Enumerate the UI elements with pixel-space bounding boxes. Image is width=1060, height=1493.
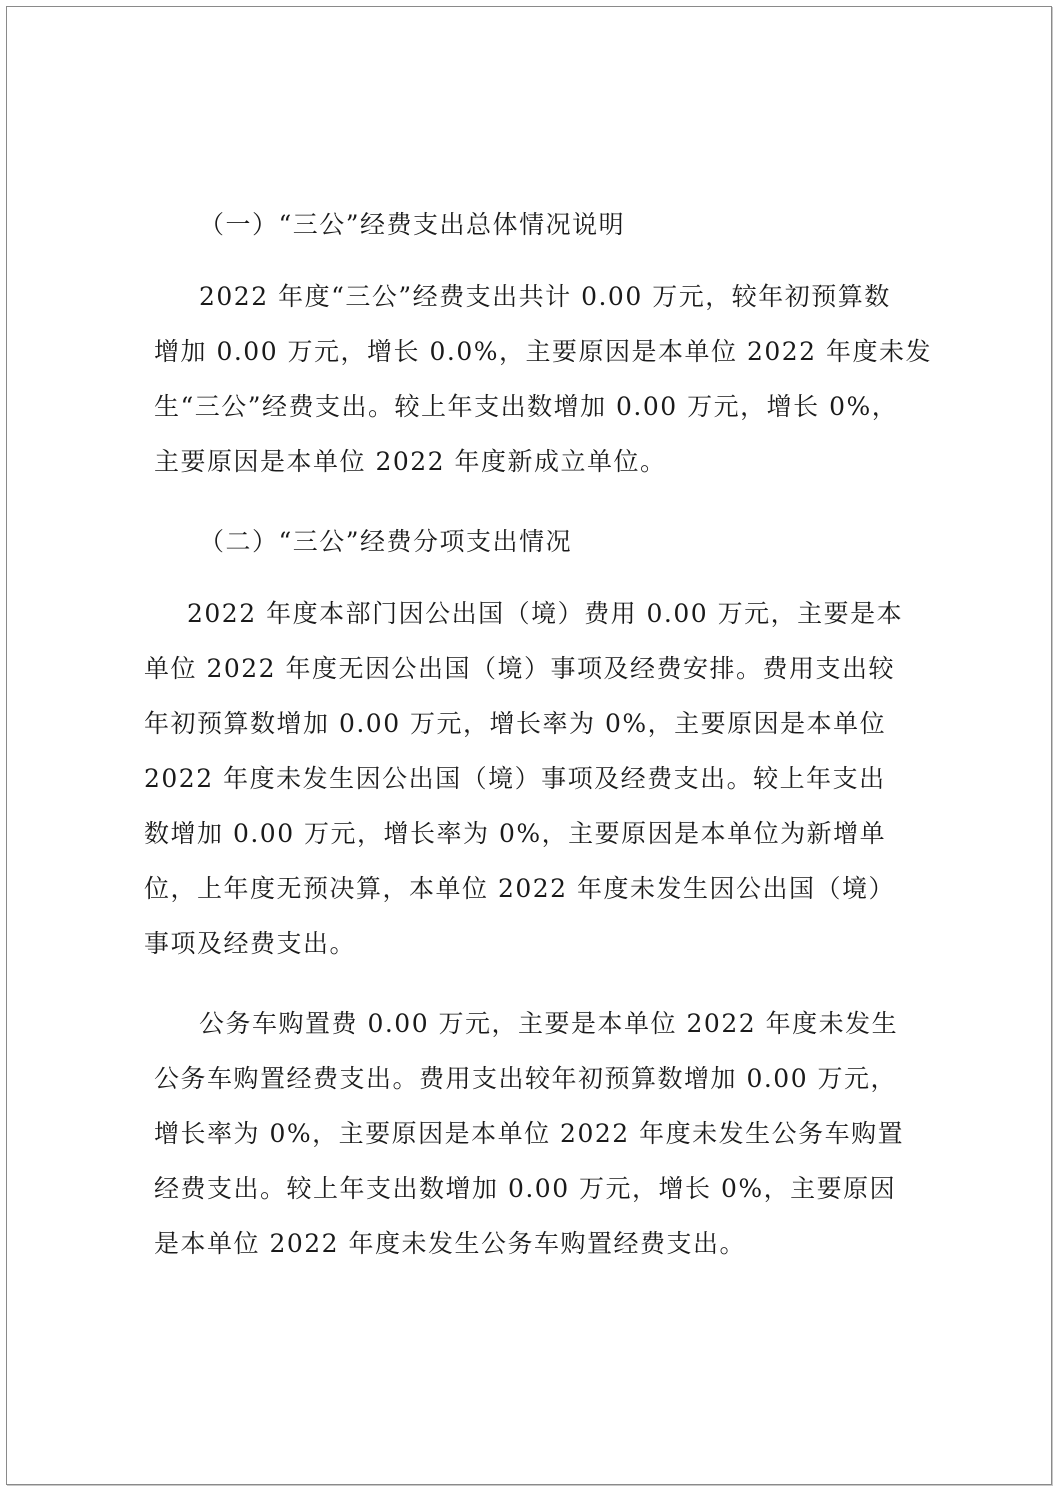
section2-p1-line-3: 年初预算数增加 0.00 万元，增长率为 0%，主要原因是本单位 bbox=[144, 709, 887, 738]
section2-p1-line-2: 单位 2022 年度无因公出国（境）事项及经费安排。费用支出较 bbox=[144, 654, 896, 683]
section2-p1-line-6: 位，上年度无预决算，本单位 2022 年度未发生因公出国（境） bbox=[144, 874, 896, 903]
section2-p2-line-1: 公务车购置费 0.00 万元，主要是本单位 2022 年度未发生 bbox=[199, 1009, 899, 1038]
section1-line-3: 生“三公”经费支出。较上年支出数增加 0.00 万元，增长 0%， bbox=[154, 392, 899, 421]
section2-heading: （二）“三公”经费分项支出情况 bbox=[199, 527, 573, 556]
section1-line-1: 2022 年度“三公”经费支出共计 0.00 万元，较年初预算数 bbox=[199, 282, 891, 311]
section1-heading: （一）“三公”经费支出总体情况说明 bbox=[199, 210, 626, 239]
section1-line-2: 增加 0.00 万元，增长 0.0%，主要原因是本单位 2022 年度未发 bbox=[154, 337, 933, 366]
document-page bbox=[6, 6, 1052, 1485]
section2-p1-line-1: 2022 年度本部门因公出国（境）费用 0.00 万元，主要是本 bbox=[187, 599, 904, 628]
section2-p1-line-5: 数增加 0.00 万元，增长率为 0%，主要原因是本单位为新增单 bbox=[144, 819, 887, 848]
section2-p1-line-7: 事项及经费支出。 bbox=[144, 929, 357, 958]
section1-line-4: 主要原因是本单位 2022 年度新成立单位。 bbox=[154, 447, 667, 476]
section2-p1-line-4: 2022 年度未发生因公出国（境）事项及经费支出。较上年支出 bbox=[144, 764, 886, 793]
section2-p2-line-5: 是本单位 2022 年度未发生公务车购置经费支出。 bbox=[154, 1229, 747, 1258]
section2-p2-line-4: 经费支出。较上年支出数增加 0.00 万元，增长 0%，主要原因 bbox=[154, 1174, 897, 1203]
section2-p2-line-3: 增长率为 0%，主要原因是本单位 2022 年度未发生公务车购置 bbox=[154, 1119, 905, 1148]
section2-p2-line-2: 公务车购置经费支出。费用支出较年初预算数增加 0.00 万元， bbox=[154, 1064, 898, 1093]
